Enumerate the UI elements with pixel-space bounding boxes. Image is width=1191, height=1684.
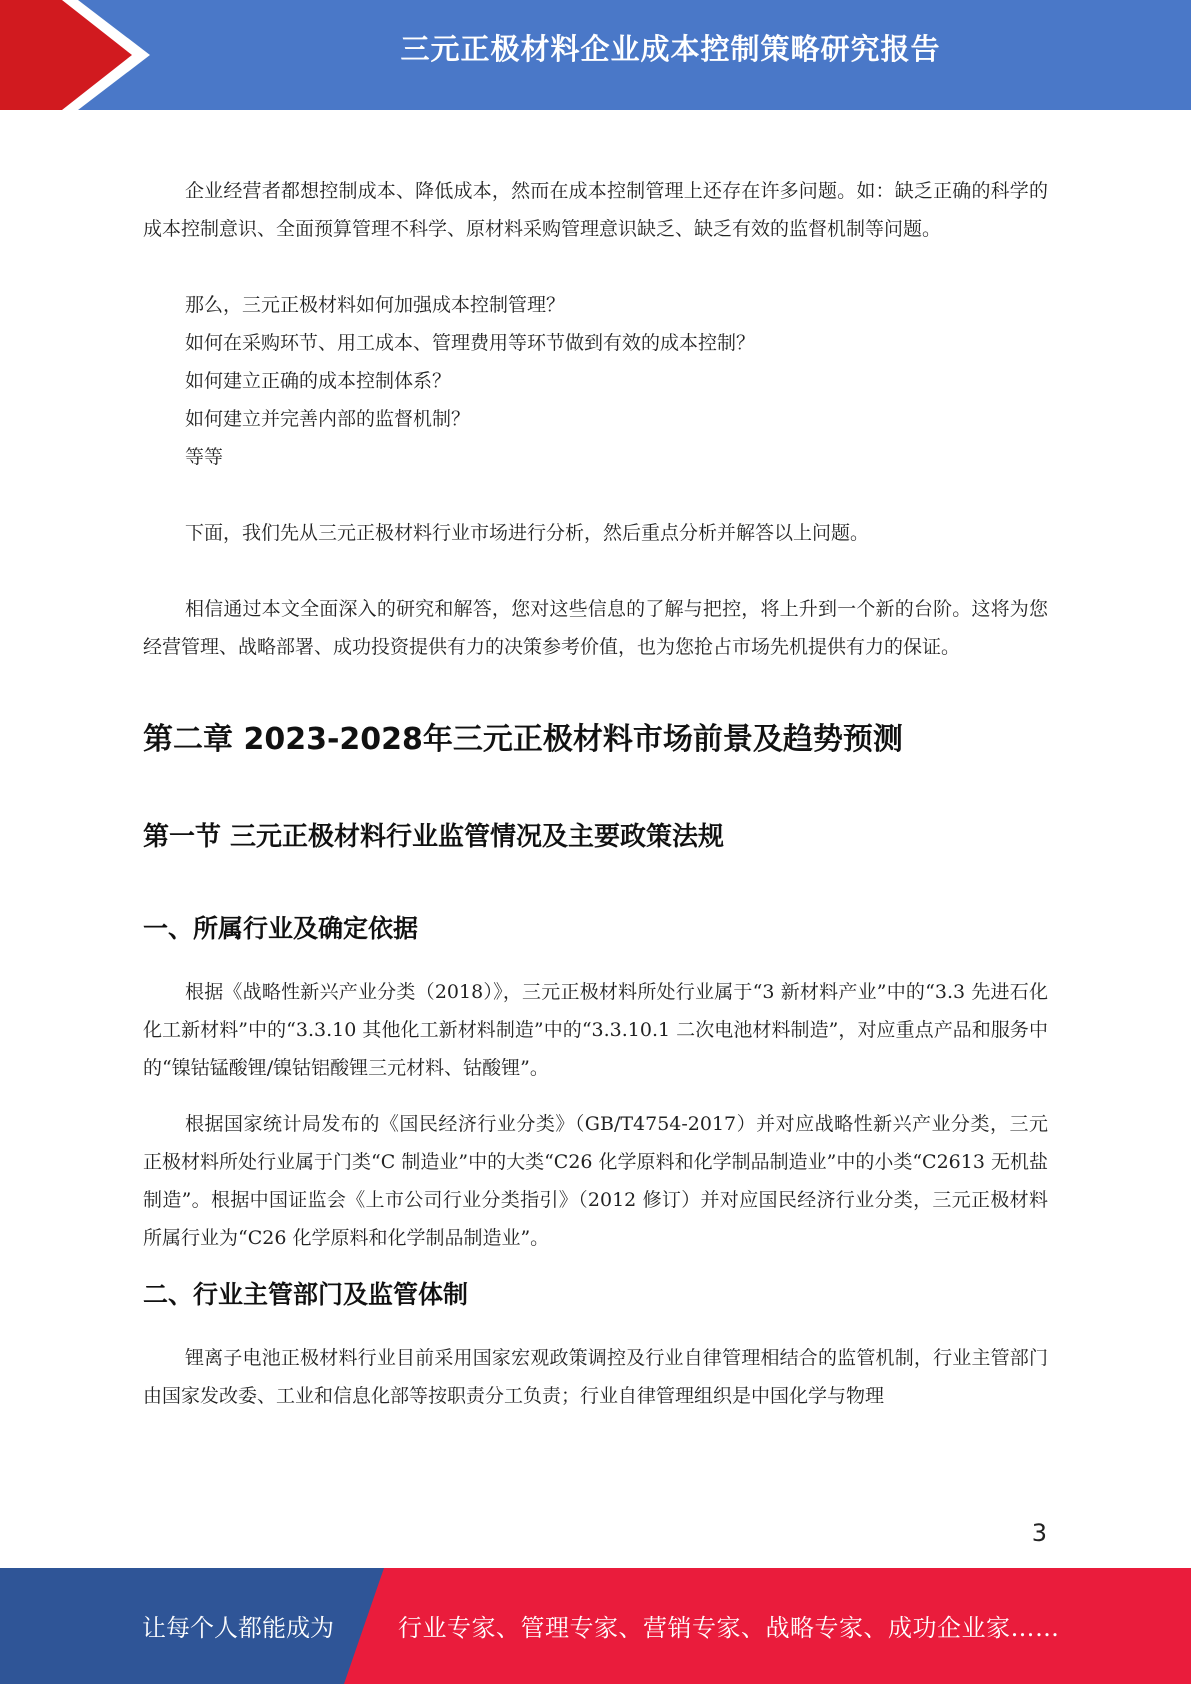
subsection-1-paragraph-1: 根据《战略性新兴产业分类（2018）》，三元正极材料所处行业属于“3 新材料产业”中的“3.3 先进石化化工新材料”中的“3.3.10 其他化工新材料制造”中的“3.3.10.1 二次电池材料制造”，对应重点产品和服务中的“镍钴锰酸锂/镍钴铝酸锂三元材料、钴酸锂”。 <box>143 981 1048 1079</box>
intro-paragraph-1: 企业经营者都想控制成本、降低成本，然而在成本控制管理上还存在许多问题。如：缺乏正确的科学的成本控制意识、全面预算管理不科学、原材料采购管理意识缺乏、缺乏有效的监督机制等问题。 <box>143 180 1048 240</box>
intro-paragraph-3: 相信通过本文全面深入的研究和解答，您对这些信息的了解与把控，将上升到一个新的台阶。这将为您经营管理、战略部署、成功投资提供有力的决策参考价值，也为您抢占市场先机提供有力的保证。 <box>143 598 1048 658</box>
intro-paragraph-2: 下面，我们先从三元正极材料行业市场进行分析，然后重点分析并解答以上问题。 <box>185 522 870 544</box>
report-title: 三元正极材料企业成本控制策略研究报告 <box>400 32 941 66</box>
subsection-2-paragraph-1: 锂离子电池正极材料行业目前采用国家宏观政策调控及行业自律管理相结合的监管机制，行业主管部门由国家发改委、工业和信息化部等按职责分工负责；行业自律管理组织是中国化学与物理 <box>143 1347 1048 1407</box>
question-item: 等等 <box>185 446 224 468</box>
chapter-title: 第二章 2023-2028年三元正极材料市场前景及趋势预测 <box>143 722 903 757</box>
question-item: 如何建立正确的成本控制体系？ <box>185 370 452 392</box>
page-body <box>143 172 1048 1415</box>
subsection-title-2: 二、行业主管部门及监管体制 <box>143 1280 469 1309</box>
section-title: 第一节 三元正极材料行业监管情况及主要政策法规 <box>143 822 725 852</box>
page-footer <box>0 1568 1191 1684</box>
page-header <box>0 0 1191 110</box>
footer-roles: 行业专家、管理专家、营销专家、战略专家、成功企业家…… <box>398 1614 1060 1642</box>
question-item: 如何在采购环节、用工成本、管理费用等环节做到有效的成本控制？ <box>185 332 756 354</box>
subsection-title-1: 一、所属行业及确定依据 <box>143 914 419 943</box>
page-number: 3 <box>1031 1519 1047 1547</box>
footer-slogan: 让每个人都能成为 <box>142 1614 334 1642</box>
subsection-1-paragraph-2: 根据国家统计局发布的《国民经济行业分类》（GB/T4754-2017）并对应战略性新兴产业分类，三元正极材料所处行业属于门类“C 制造业”中的大类“C26 化学原料和化学制品制造业”中的小类“C2613 无机盐制造”。根据中国证监会《上市公司行业分类指引》（2012 修订）并对应国民经济行业分类，三元正极材料所属行业为“C26 化学原料和化学制品制造业”。 <box>143 1113 1048 1249</box>
question-item: 如何建立并完善内部的监督机制？ <box>185 408 471 430</box>
question-item: 那么，三元正极材料如何加强成本控制管理？ <box>185 294 566 316</box>
